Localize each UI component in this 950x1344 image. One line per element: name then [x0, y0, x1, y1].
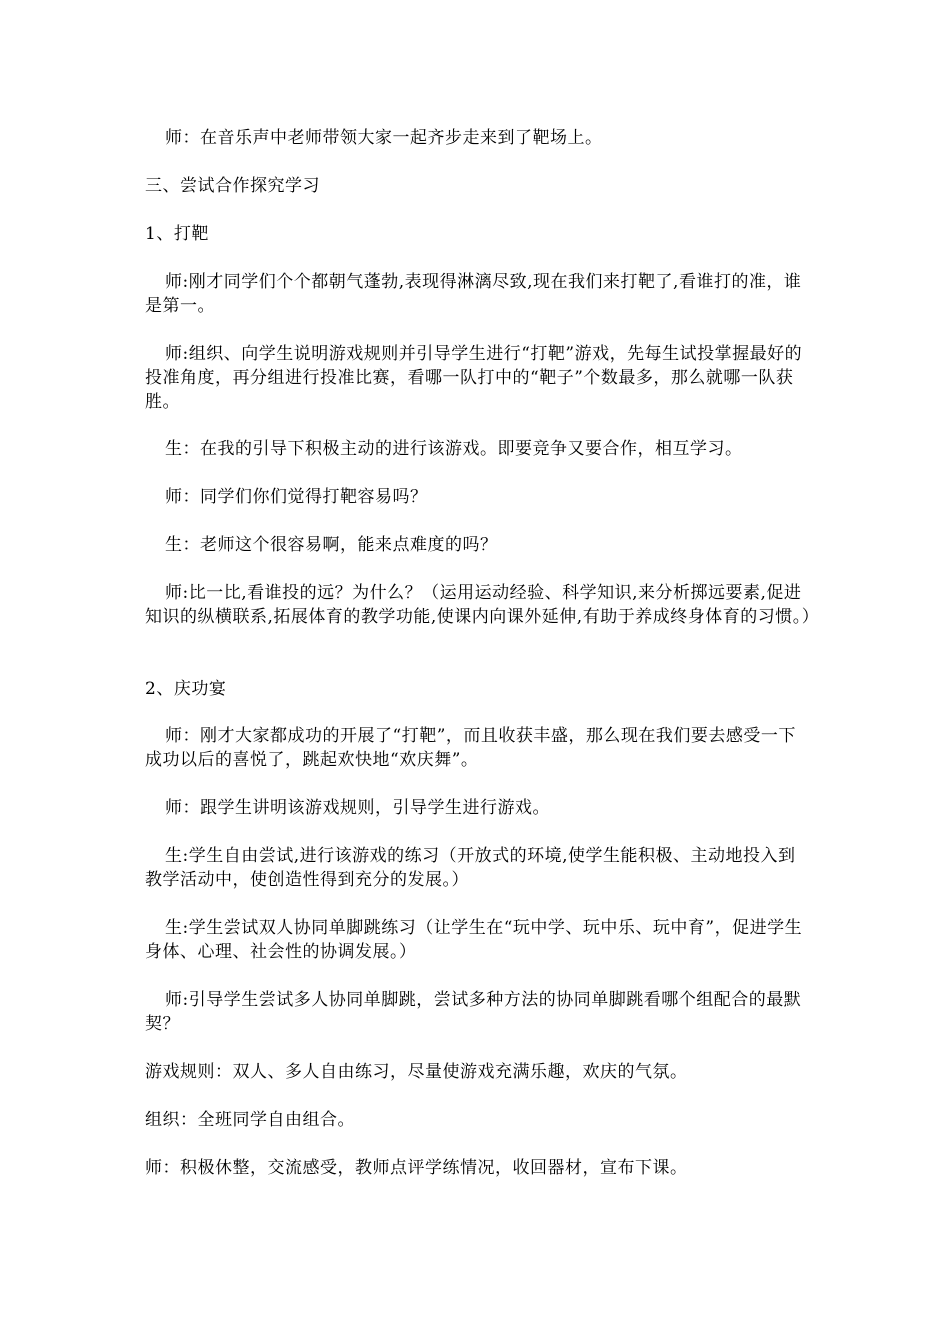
paragraph-teacher-question: 师：同学们你们觉得打靶容易吗？	[165, 487, 428, 507]
paragraph-teacher-group-hop: 师:引导学生尝试多人协同单脚跳，尝试多种方法的协同单脚跳看哪个组配合的最默契？	[145, 990, 802, 1034]
paragraph-student-free-try: 生:学生自由尝试,进行该游戏的练习（开放式的环境,使学生能积极、主动地投入到教学活动中，使创造性得到充分的发展。）	[145, 846, 796, 890]
paragraph-teacher-compare: 师:比一比,看谁投的远？为什么？（运用运动经验、科学知识,来分析掷远要素,促进知识的纵横联系,拓展体育的教学功能,使课内向课外延伸,有助于养成终身体育的习惯。）	[145, 583, 820, 627]
paragraph-teacher-intro-target: 师:刚才同学们个个都朝气蓬勃,表现得淋漓尽致,现在我们来打靶了,看谁打的准，谁是第一。	[145, 272, 802, 316]
subheading-celebration: 2、庆功宴	[145, 679, 227, 699]
section-heading-3: 三、尝试合作探究学习	[145, 176, 320, 196]
paragraph-teacher-celebration: 师：刚才大家都成功的开展了“打靶”，而且收获丰盛，那么现在我们要去感受一下成功以后的喜悦了，跳起欢快地“欢庆舞”。	[145, 726, 796, 770]
paragraph-student-play: 生：在我的引导下积极主动的进行该游戏。即要竞争又要合作，相互学习。	[165, 439, 743, 459]
paragraph-teacher-closing: 师：积极休整，交流感受，教师点评学练情况，收回器材，宣布下课。	[145, 1158, 688, 1178]
paragraph-student-answer: 生：老师这个很容易啊，能来点难度的吗？	[165, 535, 498, 555]
paragraph-student-pair-hop: 生:学生尝试双人协同单脚跳练习（让学生在“玩中学、玩中乐、玩中育”，促进学生身体、心理、社会性的协调发展。）	[145, 918, 803, 962]
paragraph-teacher-march: 师：在音乐声中老师带领大家一起齐步走来到了靶场上。	[165, 128, 603, 148]
paragraph-teacher-rules-target: 师:组织、向学生说明游戏规则并引导学生进行“打靶”游戏，先每生试投掌握最好的投准角度，再分组进行投准比赛，看哪一队打中的“靶子”个数最多，那么就哪一队获胜。	[145, 344, 803, 412]
subheading-target-shooting: 1、打靶	[145, 224, 209, 244]
paragraph-game-rules: 游戏规则：双人、多人自由练习，尽量使游戏充满乐趣，欢庆的气氛。	[145, 1062, 688, 1082]
paragraph-organization: 组织：全班同学自由组合。	[145, 1110, 355, 1130]
paragraph-teacher-explain-rules: 师：跟学生讲明该游戏规则，引导学生进行游戏。	[165, 798, 550, 818]
